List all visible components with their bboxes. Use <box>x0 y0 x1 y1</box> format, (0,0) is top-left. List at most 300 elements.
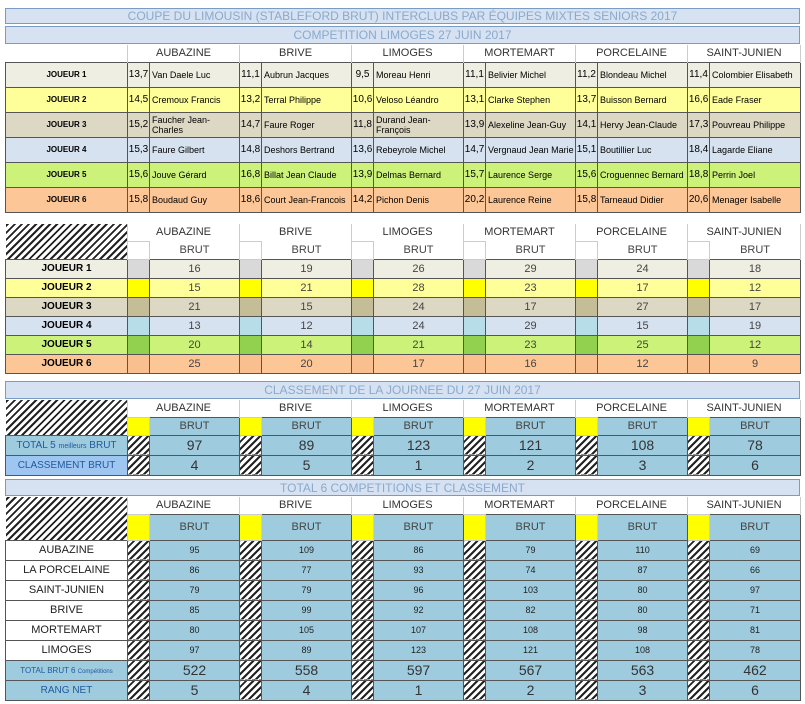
player-name: Tarneaud Didier <box>598 187 688 212</box>
club-header: AUBAZINE <box>128 224 240 241</box>
club-header: AUBAZINE <box>128 400 240 417</box>
corner-cell <box>6 497 128 540</box>
marker-cell <box>576 241 598 259</box>
player-label: JOUEUR 4 <box>6 137 128 162</box>
competition-value: 96 <box>374 580 464 600</box>
score-value: 9 <box>710 354 801 373</box>
hatch-cell <box>352 640 374 660</box>
classement-title: CLASSEMENT DE LA JOURNEE DU 27 JUIN 2017 <box>5 381 800 399</box>
total5-value: 89 <box>262 435 352 455</box>
handicap-cell: 13,6 <box>352 137 374 162</box>
total5-label <box>6 435 128 455</box>
hatch-cell <box>128 640 150 660</box>
handicap-cell: 15,1 <box>576 137 598 162</box>
competition-subtitle: COMPETITION LIMOGES 27 JUIN 2017 <box>5 26 800 44</box>
corner-cell <box>6 400 128 435</box>
hatch-cell <box>128 600 150 620</box>
handicap-cell: 17,3 <box>688 112 710 137</box>
player-name: Faucher Jean-Charles <box>150 112 240 137</box>
score-label: JOUEUR 4 <box>6 316 128 335</box>
competition-row <box>6 540 801 560</box>
handicap-cell: 11,1 <box>464 62 486 87</box>
brut-header: BRUT <box>710 417 801 435</box>
hatch-cell <box>128 680 150 700</box>
competition-value: 78 <box>710 640 801 660</box>
handicap-cell: 11,4 <box>688 62 710 87</box>
score-marker <box>352 335 374 354</box>
score-value: 24 <box>374 297 464 316</box>
competition-value: 79 <box>262 580 352 600</box>
club-header: SAINT-JUNIEN <box>688 45 801 62</box>
marker-cell <box>128 241 150 259</box>
hatch-cell <box>688 600 710 620</box>
total5-label-b: meilleurs <box>58 442 87 450</box>
competition-value: 79 <box>150 580 240 600</box>
hatch-cell <box>576 600 598 620</box>
handicap-cell: 13,7 <box>576 87 598 112</box>
player-label: JOUEUR 1 <box>6 62 128 87</box>
club-header: PORCELAINE <box>576 224 688 241</box>
score-value: 29 <box>486 316 576 335</box>
brut-header: BRUT <box>374 417 464 435</box>
player-name: Laurence Serge <box>486 162 576 187</box>
score-value: 13 <box>150 316 240 335</box>
brut-header: BRUT <box>262 417 352 435</box>
brut-header: BRUT <box>150 514 240 540</box>
score-marker <box>240 354 262 373</box>
total-competitions-table <box>5 497 801 701</box>
hatch-cell <box>576 660 598 680</box>
score-value: 17 <box>598 278 688 297</box>
competition-name: SAINT-JUNIEN <box>6 580 128 600</box>
score-value: 12 <box>598 354 688 373</box>
competition-value: 110 <box>598 540 688 560</box>
score-value: 12 <box>710 278 801 297</box>
score-marker <box>128 335 150 354</box>
score-label: JOUEUR 1 <box>6 259 128 278</box>
competition-value: 108 <box>598 640 688 660</box>
competition-value: 71 <box>710 600 801 620</box>
player-name: Billat Jean Claude <box>262 162 352 187</box>
player-name: Van Daele Luc <box>150 62 240 87</box>
score-marker <box>688 278 710 297</box>
player-label: JOUEUR 6 <box>6 187 128 212</box>
score-marker <box>128 354 150 373</box>
competition-value: 79 <box>486 540 576 560</box>
hatch-cell <box>128 455 150 475</box>
score-value: 17 <box>710 297 801 316</box>
class-brut-value: 1 <box>374 455 464 475</box>
club-header: MORTEMART <box>464 224 576 241</box>
handicap-cell: 14,7 <box>464 137 486 162</box>
club-header: SAINT-JUNIEN <box>688 400 801 417</box>
class-brut-label: CLASSEMENT BRUT <box>6 455 128 475</box>
score-marker <box>464 297 486 316</box>
competition-value: 81 <box>710 620 801 640</box>
hatch-cell <box>128 620 150 640</box>
club-header: BRIVE <box>240 400 352 417</box>
hatch-cell <box>240 560 262 580</box>
player-label: JOUEUR 3 <box>6 112 128 137</box>
corner-cell <box>6 45 128 62</box>
player-name: Faure Gilbert <box>150 137 240 162</box>
club-header: SAINT-JUNIEN <box>688 497 801 514</box>
club-header: LIMOGES <box>352 45 464 62</box>
player-row <box>6 62 801 87</box>
score-value: 21 <box>262 278 352 297</box>
scores-table <box>5 224 801 374</box>
player-name: Delmas Bernard <box>374 162 464 187</box>
brut-header: BRUT <box>150 241 240 259</box>
score-label: JOUEUR 5 <box>6 335 128 354</box>
handicap-cell: 20,2 <box>464 187 486 212</box>
player-name: Rebeyrole Michel <box>374 137 464 162</box>
player-name: Eade Fraser <box>710 87 801 112</box>
total6-title: TOTAL 6 COMPETITIONS ET CLASSEMENT <box>5 479 800 496</box>
hatch-cell <box>352 540 374 560</box>
hatch-cell <box>240 660 262 680</box>
handicap-cell: 18,6 <box>240 187 262 212</box>
hatch-cell <box>688 435 710 455</box>
hatch-cell <box>688 620 710 640</box>
handicap-cell: 11,8 <box>352 112 374 137</box>
handicap-cell: 14,1 <box>576 112 598 137</box>
player-name: Lagarde Eliane <box>710 137 801 162</box>
player-name: Moreau Henri <box>374 62 464 87</box>
score-row <box>6 278 801 297</box>
player-name: Jouve Gérard <box>150 162 240 187</box>
hatch-cell <box>128 560 150 580</box>
score-value: 21 <box>150 297 240 316</box>
class-brut-value: 6 <box>710 455 801 475</box>
marker-cell <box>576 417 598 435</box>
player-row <box>6 87 801 112</box>
score-value: 25 <box>150 354 240 373</box>
competition-value: 97 <box>150 640 240 660</box>
player-name: Colombier Elisabeth <box>710 62 801 87</box>
competition-value: 97 <box>710 580 801 600</box>
competition-row <box>6 560 801 580</box>
score-value: 23 <box>486 278 576 297</box>
competition-value: 86 <box>150 560 240 580</box>
club-header: AUBAZINE <box>128 497 240 514</box>
hatch-cell <box>128 540 150 560</box>
score-marker <box>352 297 374 316</box>
total6-value: 522 <box>150 660 240 680</box>
score-value: 29 <box>486 259 576 278</box>
score-marker <box>464 354 486 373</box>
hatch-cell <box>352 455 374 475</box>
score-marker <box>688 335 710 354</box>
marker-cell <box>128 514 150 540</box>
marker-cell <box>128 417 150 435</box>
competition-row <box>6 620 801 640</box>
score-marker <box>240 335 262 354</box>
hatch-cell <box>464 540 486 560</box>
score-label: JOUEUR 6 <box>6 354 128 373</box>
hatch-cell <box>464 620 486 640</box>
competition-value: 69 <box>710 540 801 560</box>
total6-label-a: TOTAL BRUT 6 <box>20 665 78 675</box>
competition-value: 89 <box>262 640 352 660</box>
hatch-cell <box>240 640 262 660</box>
competition-name: MORTEMART <box>6 620 128 640</box>
total5-value: 108 <box>598 435 688 455</box>
player-name: Deshors Bertrand <box>262 137 352 162</box>
player-name: Perrin Joel <box>710 162 801 187</box>
hatch-cell <box>240 435 262 455</box>
club-header: LIMOGES <box>352 224 464 241</box>
player-name: Faure Roger <box>262 112 352 137</box>
player-name: Croguennec Bernard <box>598 162 688 187</box>
total5-value: 97 <box>150 435 240 455</box>
club-header: LIMOGES <box>352 400 464 417</box>
player-name: Belivier Michel <box>486 62 576 87</box>
score-marker <box>352 316 374 335</box>
player-name: Alexeline Jean-Guy <box>486 112 576 137</box>
marker-cell <box>240 417 262 435</box>
score-value: 12 <box>710 335 801 354</box>
score-marker <box>576 297 598 316</box>
score-value: 26 <box>374 259 464 278</box>
competition-value: 107 <box>374 620 464 640</box>
competition-value: 74 <box>486 560 576 580</box>
handicap-cell: 15,2 <box>128 112 150 137</box>
class-brut-value: 3 <box>598 455 688 475</box>
club-header: LIMOGES <box>352 497 464 514</box>
hatch-cell <box>464 560 486 580</box>
score-marker <box>352 278 374 297</box>
competition-value: 82 <box>486 600 576 620</box>
competition-value: 80 <box>598 580 688 600</box>
hatch-cell <box>576 640 598 660</box>
handicap-cell: 16,6 <box>688 87 710 112</box>
competition-row <box>6 640 801 660</box>
score-row <box>6 335 801 354</box>
player-name: Menager Isabelle <box>710 187 801 212</box>
player-name: Boudaud Guy <box>150 187 240 212</box>
rang-value: 4 <box>262 680 352 700</box>
score-marker <box>240 316 262 335</box>
player-name: Buisson Bernard <box>598 87 688 112</box>
score-marker <box>688 316 710 335</box>
score-value: 27 <box>598 297 688 316</box>
total6-value: 597 <box>374 660 464 680</box>
hatch-cell <box>464 600 486 620</box>
competition-value: 123 <box>374 640 464 660</box>
competition-name: BRIVE <box>6 600 128 620</box>
score-value: 21 <box>374 335 464 354</box>
rang-label: RANG NET <box>6 680 128 700</box>
competition-name: LA PORCELAINE <box>6 560 128 580</box>
score-row <box>6 354 801 373</box>
score-label: JOUEUR 2 <box>6 278 128 297</box>
hatch-cell <box>576 455 598 475</box>
corner-cell <box>6 224 128 259</box>
class-brut-value: 5 <box>262 455 352 475</box>
handicap-cell: 20,6 <box>688 187 710 212</box>
hatch-cell <box>576 540 598 560</box>
hatch-cell <box>352 580 374 600</box>
player-label: JOUEUR 5 <box>6 162 128 187</box>
hatch-cell <box>352 435 374 455</box>
score-row <box>6 259 801 278</box>
rang-value: 3 <box>598 680 688 700</box>
club-header: AUBAZINE <box>128 45 240 62</box>
score-value: 20 <box>262 354 352 373</box>
score-value: 20 <box>150 335 240 354</box>
score-marker <box>240 259 262 278</box>
handicap-cell: 11,1 <box>240 62 262 87</box>
marker-cell <box>464 241 486 259</box>
score-marker <box>688 297 710 316</box>
total6-value: 558 <box>262 660 352 680</box>
hatch-cell <box>576 560 598 580</box>
hatch-cell <box>688 680 710 700</box>
score-marker <box>464 278 486 297</box>
hatch-cell <box>576 580 598 600</box>
score-value: 12 <box>262 316 352 335</box>
club-header: MORTEMART <box>464 497 576 514</box>
player-name: Boutillier Luc <box>598 137 688 162</box>
score-marker <box>352 354 374 373</box>
brut-header: BRUT <box>262 241 352 259</box>
rang-value: 1 <box>374 680 464 700</box>
brut-header: BRUT <box>374 241 464 259</box>
brut-header: BRUT <box>486 241 576 259</box>
hatch-cell <box>352 680 374 700</box>
competition-value: 95 <box>150 540 240 560</box>
player-name: Hervy Jean-Claude <box>598 112 688 137</box>
score-marker <box>352 259 374 278</box>
club-header: PORCELAINE <box>576 400 688 417</box>
hatch-cell <box>464 640 486 660</box>
handicap-cell: 10,6 <box>352 87 374 112</box>
handicap-cell: 13,7 <box>128 62 150 87</box>
rang-value: 6 <box>710 680 801 700</box>
brut-header: BRUT <box>262 514 352 540</box>
player-name: Aubrun Jacques <box>262 62 352 87</box>
day-ranking-table <box>5 400 801 476</box>
hatch-cell <box>352 620 374 640</box>
hatch-cell <box>464 435 486 455</box>
marker-cell <box>464 514 486 540</box>
brut-header: BRUT <box>598 241 688 259</box>
marker-cell <box>688 241 710 259</box>
hatch-cell <box>688 560 710 580</box>
brut-header: BRUT <box>374 514 464 540</box>
competition-value: 86 <box>374 540 464 560</box>
player-name: Vergnaud Jean Marie <box>486 137 576 162</box>
rang-value: 2 <box>486 680 576 700</box>
brut-header: BRUT <box>710 514 801 540</box>
brut-header: BRUT <box>710 241 801 259</box>
player-row <box>6 112 801 137</box>
marker-cell <box>352 241 374 259</box>
hatch-cell <box>352 600 374 620</box>
score-marker <box>240 278 262 297</box>
total5-label-a: TOTAL 5 <box>16 439 59 451</box>
total5-label-c: BRUT <box>86 439 117 451</box>
player-name: Court Jean-Francois <box>262 187 352 212</box>
hatch-cell <box>688 455 710 475</box>
score-marker <box>576 354 598 373</box>
competition-value: 80 <box>150 620 240 640</box>
score-marker <box>464 335 486 354</box>
hatch-cell <box>352 660 374 680</box>
marker-cell <box>352 417 374 435</box>
main-title: COUPE DU LIMOUSIN (STABLEFORD BRUT) INTERCLUBS PAR ÉQUIPES MIXTES SENIORS 2017 <box>5 8 800 24</box>
competition-value: 77 <box>262 560 352 580</box>
hatch-cell <box>240 680 262 700</box>
total6-label <box>6 660 128 680</box>
club-header: BRIVE <box>240 497 352 514</box>
hatch-cell <box>128 435 150 455</box>
handicap-cell: 14,5 <box>128 87 150 112</box>
total5-value: 123 <box>374 435 464 455</box>
score-marker <box>128 259 150 278</box>
total5-value: 78 <box>710 435 801 455</box>
marker-cell <box>464 417 486 435</box>
hatch-cell <box>576 435 598 455</box>
score-marker <box>576 316 598 335</box>
club-header: PORCELAINE <box>576 497 688 514</box>
hatch-cell <box>240 620 262 640</box>
score-value: 23 <box>486 335 576 354</box>
score-marker <box>688 259 710 278</box>
class-brut-value: 4 <box>150 455 240 475</box>
club-header: SAINT-JUNIEN <box>688 224 801 241</box>
competition-value: 85 <box>150 600 240 620</box>
score-marker <box>128 316 150 335</box>
handicap-cell: 13,9 <box>352 162 374 187</box>
competition-value: 109 <box>262 540 352 560</box>
competition-value: 121 <box>486 640 576 660</box>
total6-value: 462 <box>710 660 801 680</box>
score-value: 18 <box>710 259 801 278</box>
competition-value: 98 <box>598 620 688 640</box>
score-value: 15 <box>598 316 688 335</box>
score-marker <box>128 278 150 297</box>
handicap-cell: 13,2 <box>240 87 262 112</box>
player-name: Cremoux Francis <box>150 87 240 112</box>
competition-value: 87 <box>598 560 688 580</box>
player-name: Pouvreau Philippe <box>710 112 801 137</box>
club-header: PORCELAINE <box>576 45 688 62</box>
player-name: Blondeau Michel <box>598 62 688 87</box>
brut-header: BRUT <box>598 417 688 435</box>
score-value: 16 <box>150 259 240 278</box>
handicap-cell: 13,9 <box>464 112 486 137</box>
total6-value: 567 <box>486 660 576 680</box>
score-marker <box>576 259 598 278</box>
competition-value: 108 <box>486 620 576 640</box>
handicap-cell: 9,5 <box>352 62 374 87</box>
total6-label-b: Compétitions <box>77 668 113 675</box>
club-header: MORTEMART <box>464 45 576 62</box>
marker-cell <box>576 514 598 540</box>
brut-header: BRUT <box>486 514 576 540</box>
hatch-cell <box>576 680 598 700</box>
player-name: Laurence Reine <box>486 187 576 212</box>
competition-value: 92 <box>374 600 464 620</box>
hatch-cell <box>464 455 486 475</box>
competition-name: LIMOGES <box>6 640 128 660</box>
score-value: 15 <box>150 278 240 297</box>
players-table <box>5 45 801 213</box>
handicap-cell: 15,8 <box>128 187 150 212</box>
handicap-cell: 14,2 <box>352 187 374 212</box>
